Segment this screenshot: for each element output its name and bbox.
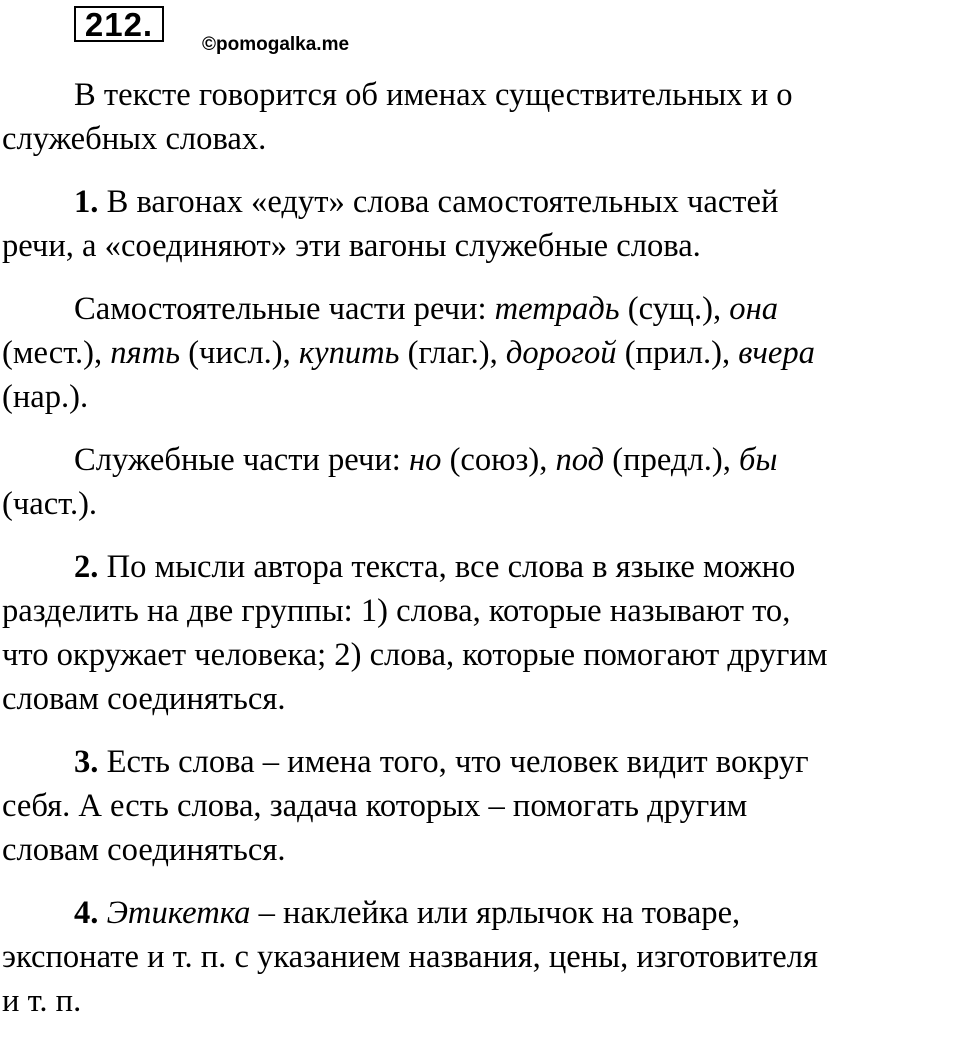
- text-fragment: По мысли автора текста, все слова в языке можно: [98, 549, 796, 585]
- text-line: В тексте говорится об именах существительных и о: [74, 77, 793, 113]
- example-word: тетрадь: [494, 291, 620, 327]
- text-line: и т. п.: [2, 983, 82, 1019]
- text-line: (част.).: [2, 486, 98, 522]
- text-line: [2, 180, 960, 224]
- example-word: но: [408, 442, 442, 478]
- example-word: бы: [739, 442, 778, 478]
- text-line: экспонате и т. п. с указанием названия, цены, изготовителя: [2, 939, 818, 975]
- text-line: что окружает человека; 2) слова, которые помогают другим: [2, 637, 828, 673]
- text-fragment: (глаг.),: [399, 335, 506, 371]
- text-line: [2, 545, 960, 589]
- text-fragment: – наклейка или ярлычок на товаре,: [250, 895, 741, 931]
- watermark: ©pomogalka.me: [202, 34, 350, 55]
- answer-number: 2.: [74, 549, 99, 585]
- answer-text: [2, 73, 960, 1042]
- defined-term: Этикетка: [106, 895, 251, 931]
- example-word: купить: [298, 335, 400, 371]
- example-word: она: [729, 291, 779, 327]
- text-fragment: Самостоятельные части речи:: [74, 291, 495, 327]
- text-line: [2, 287, 960, 331]
- example-word: пять: [110, 335, 181, 371]
- paragraph-answer-1: [2, 180, 960, 268]
- text-line: [2, 891, 960, 935]
- text-line: [2, 438, 960, 482]
- text-line: речи, а «соединяют» эти вагоны служебные слова.: [2, 228, 701, 264]
- text-line: (нар.).: [2, 379, 89, 415]
- paragraph-intro: [2, 73, 960, 161]
- paragraph-answer-4: [2, 891, 960, 1023]
- answer-number: 4.: [74, 895, 99, 931]
- example-word: под: [555, 442, 605, 478]
- text-line: [2, 740, 960, 784]
- text-line: разделить на две группы: 1) слова, которые называют то,: [2, 593, 791, 629]
- task-number: 212.: [74, 6, 164, 42]
- text-fragment: (прил.),: [616, 335, 739, 371]
- text-line: служебных словах.: [2, 121, 267, 157]
- text-fragment: (предл.),: [604, 442, 740, 478]
- text-fragment: (союз),: [441, 442, 556, 478]
- paragraph-independent-parts: [2, 287, 960, 419]
- answer-number: 3.: [74, 744, 99, 780]
- text-line: себя. А есть слова, задача которых – помогать другим: [2, 788, 748, 824]
- text-fragment: Служебные части речи:: [74, 442, 409, 478]
- example-word: вчера: [738, 335, 815, 371]
- paragraph-answer-3: [2, 740, 960, 872]
- text-fragment: Есть слова – имена того, что человек видит вокруг: [98, 744, 809, 780]
- paragraph-answer-2: [2, 545, 960, 721]
- text-fragment: В вагонах «едут» слова самостоятельных частей: [98, 184, 779, 220]
- example-word: дорогой: [505, 335, 617, 371]
- text-line: словам соединяться.: [2, 681, 286, 717]
- paragraph-function-parts: [2, 438, 960, 526]
- text-fragment: (сущ.),: [619, 291, 730, 327]
- text-line: [2, 331, 960, 375]
- text-fragment: (мест.),: [2, 335, 111, 371]
- text-line: словам соединяться.: [2, 832, 286, 868]
- text-fragment: (числ.),: [180, 335, 299, 371]
- answer-number: 1.: [74, 184, 99, 220]
